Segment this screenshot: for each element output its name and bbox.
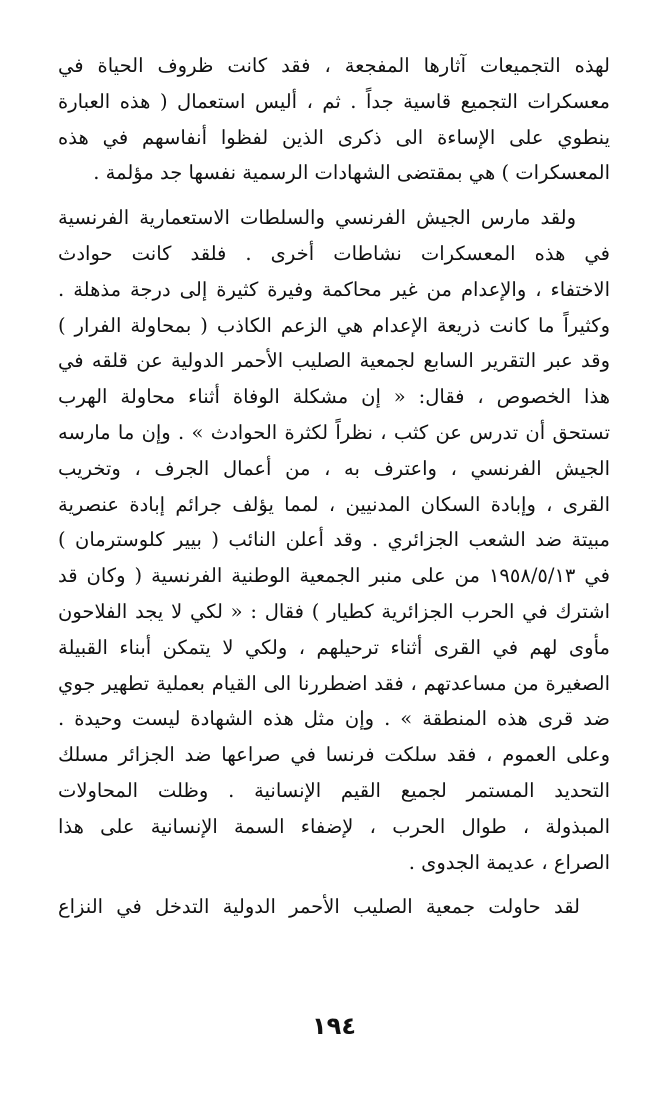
text-line: المبذولة ، طوال الحرب ، لإضفاء السمة الإنسانية على هذا: [58, 814, 610, 838]
text-line: هذا الخصوص ، فقال: « إن مشكلة الوفاة أثناء محاولة الهرب: [58, 385, 610, 409]
text-line: الصغيرة من مساعدتهم ، فقد اضطررنا الى القيام بعملية تطهير جوي: [58, 671, 610, 695]
text-line: لقد حاولت جمعية الصليب الأحمر الدولية التدخل في النزاع: [58, 895, 580, 919]
text-line: الصراع ، عديمة الجدوى .: [408, 850, 610, 874]
text-line: الاختفاء ، والإعدام من غير محاكمة وفيرة كثيرة إلى درجة مذهلة .: [58, 277, 610, 301]
text-line: وكثيراً ما كانت ذريعة الإعدام هي الزعم الكاذب ( بمحاولة الفرار ): [58, 313, 610, 337]
text-line: لهذه التجميعات آثارها المفجعة ، فقد كانت ظروف الحياة في: [58, 54, 610, 77]
text-line: مأوى لهم في القرى أثناء ترحيلهم ، ولكي لا يتمكن أبناء القبيلة: [58, 635, 610, 659]
text-line: المعسكرات ) هي بمقتضى الشهادات الرسمية نفسها جد مؤلمة .: [93, 161, 610, 185]
page-body: [58, 48, 610, 925]
text-line: تستحق أن تدرس عن كثب ، نظراً لكثرة الحوادث » . وإن ما مارسه: [58, 420, 610, 444]
text-line: في هذه المعسكرات نشاطات أخرى . فلقد كانت حوادث: [58, 241, 610, 265]
text-line: القرى ، وإبادة السكان المدنيين ، لمما يؤلف جرائم إبادة عنصرية: [58, 492, 610, 516]
text-line: ينطوي على الإساءة الى ذكرى الذين لفظوا أنفاسهم في هذه: [58, 125, 610, 149]
paragraph-2: [58, 200, 610, 880]
text-line: الجيش الفرنسي ، واعترف به ، من أعمال الجرف ، وتخريب: [58, 456, 610, 480]
text-line: معسكرات التجميع قاسية جداً . ثم ، أليس استعمال ( هذه العبارة: [58, 89, 610, 113]
text-line: مبيتة ضد الشعب الجزائري . وقد أعلن النائب ( بيير كلوسترمان ): [58, 528, 610, 552]
text-line: التحديد المستمر لجميع القيم الإنسانية . وظلت المحاولات: [58, 778, 610, 802]
text-line: في ١٩٥٨/٥/١٣ من على منبر الجمعية الوطنية الفرنسية ( وكان قد: [58, 564, 610, 588]
paragraph-spacer: [58, 191, 610, 200]
paragraph-spacer: [58, 880, 610, 889]
paragraph-1: [58, 48, 610, 191]
text-line: اشترك في الحرب الجزائرية كطيار ) فقال : « لكي لا يجد الفلاحون: [58, 599, 610, 623]
text-line: ولقد مارس الجيش الفرنسي والسلطات الاستعمارية الفرنسية: [58, 206, 576, 230]
text-line: وقد عبر التقرير السابع لجمعية الصليب الأحمر الدولية عن قلقه في: [58, 349, 610, 373]
text-line: وعلى العموم ، فقد سلكت فرنسا في صراعها ضد الجزائر مسلك: [58, 743, 610, 767]
page-number: ١٩٤: [312, 1012, 356, 1040]
text-line: ضد قرى هذه المنطقة » . وإن مثل هذه الشهادة ليست وحيدة .: [58, 707, 610, 731]
paragraph-3: [58, 889, 610, 925]
